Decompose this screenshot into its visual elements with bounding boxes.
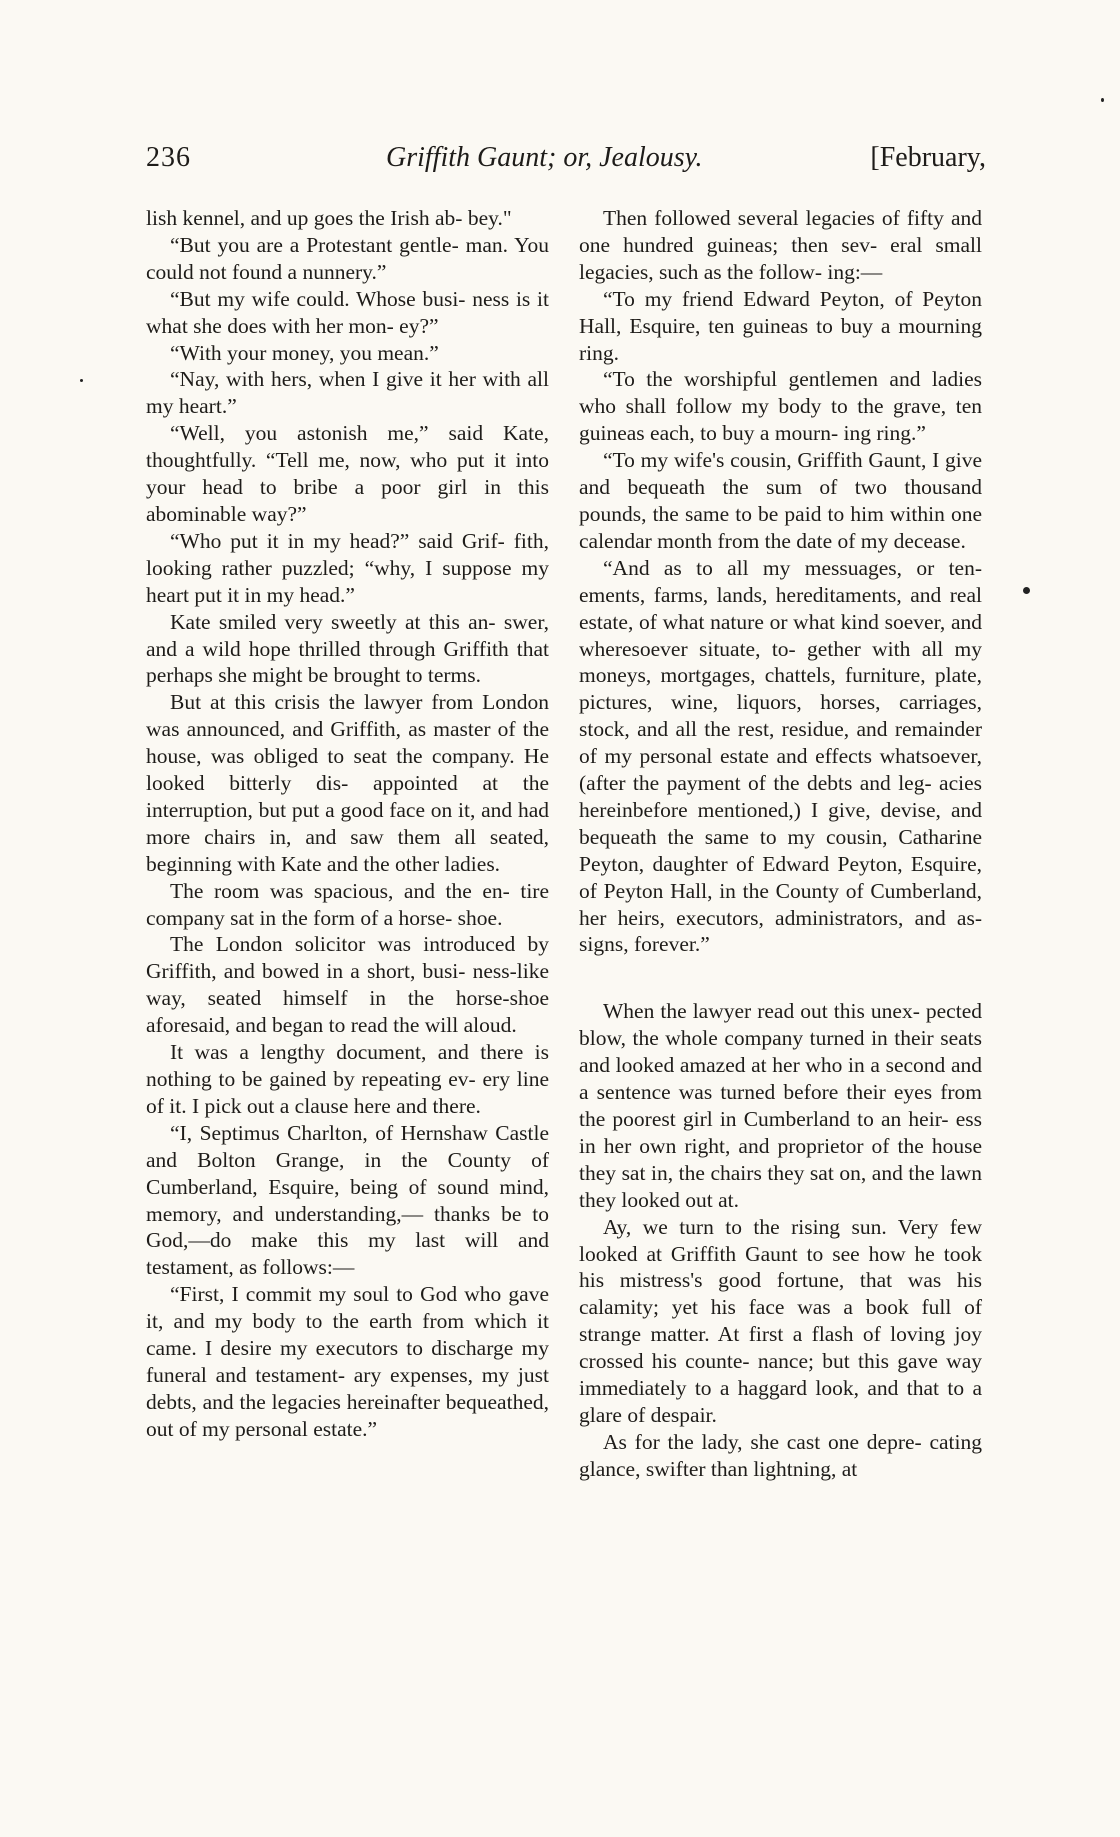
right-column [579, 205, 982, 1483]
paragraph: But at this crisis the lawyer from London was announced, and Griffith, as master of the house, was obliged to seat the company. He looked bitterly dis- appointed at the interruption, but put a good face on it, and had more chairs in, and saw them all seated, beginning with Kate and the other ladies. [146, 690, 549, 876]
paragraph: “To the worshipful gentlemen and ladies who shall follow my body to the grave, ten guineas each, to buy a mourn- ing ring.” [579, 367, 982, 446]
ink-speck [80, 379, 83, 382]
paragraph: It was a lengthy document, and there is nothing to be gained by repeating ev- ery line of it. I pick out a clause here and there. [146, 1040, 549, 1118]
paragraph: “To my wife's cousin, Griffith Gaunt, I give and bequeath the sum of two thousand pounds, the same to be paid to him within one calendar month from the date of my decease. [579, 448, 982, 553]
paragraph: lish kennel, and up goes the Irish ab- bey." [146, 206, 512, 230]
left-column [146, 205, 549, 1443]
paragraph: “And as to all my messuages, or ten- ements, farms, lands, hereditaments, and real estate, of what nature or what kind soever, and wheresoever situate, to- gether with all my moneys, mortgages, chattels, furniture, plate, pictures, wine, liquors, horses, carriages, stock, and all the rest, residue, and remainder of my personal estate and effects whatsoever, (after the payment of the debts and leg- acies hereinbefore mentioned,) I give, devise, and bequeath the same to my cousin, Catharine Peyton, daughter of Edward Peyton, Esquire, of Peyton Hall, in the County of Cumberland, her heirs, executors, administrators, and as- signs, forever.” [579, 555, 982, 957]
ink-speck [1101, 98, 1104, 102]
paragraph: The room was spacious, and the en- tire company sat in the form of a horse- shoe. [146, 878, 549, 930]
ink-speck [1023, 587, 1030, 594]
paragraph: Kate smiled very sweetly at this an- swer, and a wild hope thrilled through Griffith that perhaps she might be brought to terms. [146, 609, 549, 688]
paragraph: The London solicitor was introduced by Griffith, and bowed in a short, busi- ness-like way, seated himself in the horse-shoe aforesaid, and began to read the will aloud. [146, 932, 549, 1038]
paragraph: “With your money, you mean.” [170, 340, 439, 365]
paragraph: Ay, we turn to the rising sun. Very few looked at Griffith Gaunt to see how he took his mistress's good fortune, that was his calamity; yet his face was a book full of strange matter. At first a flash of loving joy crossed his counte- nance; but this gave way immediately to a haggard look, and that to a glare of despair. [579, 1214, 982, 1427]
running-title: Griffith Gaunt; or, Jealousy. [386, 142, 703, 173]
running-header [146, 142, 986, 182]
paragraph: “Nay, with hers, when I give it her with all my heart.” [146, 367, 549, 419]
paragraph: “First, I commit my soul to God who gave it, and my body to the earth from which it came. I desire my executors to discharge my funeral and testament- ary expenses, my just debts, and the legacies hereinafter bequeathed, out of my personal estate.” [146, 1282, 549, 1441]
page-number: 236 [146, 142, 191, 173]
paragraph: “I, Septimus Charlton, of Hernshaw Castle and Bolton Grange, in the County of Cumberland, Esquire, being of sound mind, memory, and understanding,— thanks be to God,—do make this my last will and testament, as follows:— [146, 1120, 549, 1280]
paragraph: When the lawyer read out this unex- pected blow, the whole company turned in their seats and looked amazed at her who in a second and a sentence was turned before their eyes from the poorest girl in Cumberland to an heir- ess in her own right, and proprietor of the house they sat in, the chairs they sat on, and the lawn they looked out at. [579, 999, 982, 1212]
running-month: [February, [870, 142, 986, 173]
paragraph: “But you are a Protestant gentle- man. You could not found a nunnery.” [146, 232, 549, 284]
paragraph: Then followed several legacies of fifty and one hundred guineas; then sev- eral small legacies, such as the follow- ing:— [579, 206, 982, 284]
paragraph: As for the lady, she cast one depre- cating glance, swifter than lightning, at [579, 1429, 982, 1481]
paragraph: “Well, you astonish me,” said Kate, thoughtfully. “Tell me, now, who put it into your head to bribe a poor girl in this abominable way?” [146, 421, 549, 526]
paragraph: “Who put it in my head?” said Grif- fith, looking rather puzzled; “why, I suppose my heart put it in my head.” [146, 528, 549, 607]
paragraph: “But my wife could. Whose busi- ness is it what she does with her mon- ey?” [146, 286, 549, 338]
paragraph: “To my friend Edward Peyton, of Peyton Hall, Esquire, ten guineas to buy a mourning ring. [579, 286, 982, 365]
